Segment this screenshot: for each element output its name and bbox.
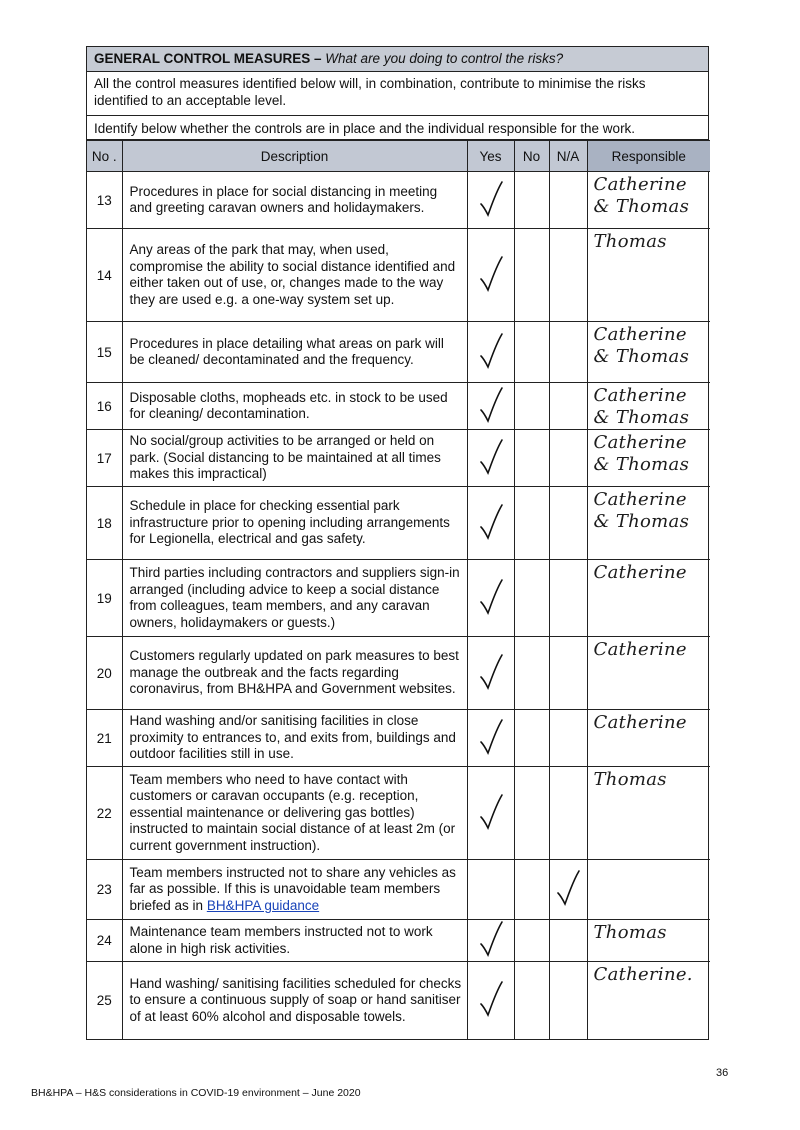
table-row — [87, 637, 710, 710]
responsible-signature: Catherine — [587, 560, 710, 637]
row-number: 18 — [87, 487, 122, 560]
check-cell-na — [549, 383, 587, 430]
check-cell-yes — [467, 710, 514, 767]
check-cell-na — [549, 637, 587, 710]
check-cell-yes — [467, 637, 514, 710]
row-description: No social/group activities to be arranged or held on park. (Social distancing to be maintained at all times makes this impractical) — [122, 430, 467, 487]
row-description: Hand washing and/or sanitising facilities in close proximity to entrances to, and exits from, buildings and outdoor facilities still in use. — [122, 710, 467, 767]
check-cell-na — [549, 962, 587, 1039]
table-row — [87, 229, 710, 322]
table-row — [87, 962, 710, 1039]
row-description: Third parties including contractors and suppliers sign-in arranged (including advice to keep a social distance from colleagues, team members, and any caravan owners, holidaymakers or guests.) — [122, 560, 467, 637]
check-cell-yes — [467, 229, 514, 322]
row-number: 16 — [87, 383, 122, 430]
check-cell-na — [549, 229, 587, 322]
column-header-na: N/A — [549, 141, 587, 172]
check-cell-no — [514, 920, 549, 962]
checkmark-icon — [478, 438, 504, 476]
row-description: Disposable cloths, mopheads etc. in stock to be used for cleaning/ decontamination. — [122, 383, 467, 430]
table-row — [87, 487, 710, 560]
check-cell-na — [549, 860, 587, 920]
row-description: Maintenance team members instructed not to work alone in high risk activities. — [122, 920, 467, 962]
row-description — [122, 860, 467, 920]
description-text: Team members instructed not to share any vehicles as far as possible. If this is unavoidable team members briefed as in — [129, 864, 456, 913]
row-description: Procedures in place for social distancing in meeting and greeting caravan owners and holidaymakers. — [122, 172, 467, 229]
checkmark-icon — [478, 255, 504, 293]
checkmark-icon — [478, 332, 504, 370]
check-cell-no — [514, 962, 549, 1039]
row-number: 22 — [87, 767, 122, 860]
column-header-no: No . — [87, 141, 122, 172]
row-number: 15 — [87, 322, 122, 383]
column-header-no-answer: No — [514, 141, 549, 172]
section-title-italic: What are you doing to control the risks? — [325, 51, 564, 66]
table-row — [87, 322, 710, 383]
check-cell-no — [514, 487, 549, 560]
row-description: Hand washing/ sanitising facilities scheduled for checks to ensure a continuous supply of soap or hand sanitiser of at least 60% alcohol and disposable towels. — [122, 962, 467, 1039]
instruction-text: Identify below whether the controls are in place and the individual responsible for the work. — [87, 116, 708, 140]
check-cell-yes — [467, 920, 514, 962]
responsible-signature: Thomas — [587, 767, 710, 860]
check-cell-no — [514, 637, 549, 710]
row-description: Customers regularly updated on park measures to best manage the outbreak and the facts regarding coronavirus, from BH&HPA and Government websites. — [122, 637, 467, 710]
responsible-signature: Catherine & Thomas — [587, 172, 710, 229]
table-row — [87, 383, 710, 430]
check-cell-yes — [467, 487, 514, 560]
check-cell-yes — [467, 322, 514, 383]
intro-text: All the control measures identified below will, in combination, contribute to minimise the risks identified to an acceptable level. — [87, 72, 708, 116]
check-cell-yes — [467, 172, 514, 229]
row-number: 19 — [87, 560, 122, 637]
responsible-signature: Catherine — [587, 637, 710, 710]
section-title — [87, 47, 708, 72]
responsible-signature: Catherine. — [587, 962, 710, 1039]
check-cell-no — [514, 430, 549, 487]
guidance-link[interactable]: BH&HPA guidance — [206, 897, 320, 913]
table-header-row — [87, 141, 710, 172]
table-row — [87, 920, 710, 962]
check-cell-na — [549, 560, 587, 637]
table-row — [87, 560, 710, 637]
check-cell-yes — [467, 383, 514, 430]
responsible-signature: Catherine & Thomas — [587, 430, 710, 487]
check-cell-yes — [467, 767, 514, 860]
responsible-signature: Thomas — [587, 229, 710, 322]
footer-text: BH&HPA – H&S considerations in COVID-19 environment – June 2020 — [31, 1087, 361, 1099]
check-cell-na — [549, 710, 587, 767]
row-number: 13 — [87, 172, 122, 229]
control-measures-form — [86, 46, 709, 1040]
checkmark-icon — [478, 578, 504, 616]
checkmark-icon — [555, 869, 581, 907]
check-cell-no — [514, 383, 549, 430]
checkmark-icon — [478, 920, 504, 958]
check-cell-na — [549, 920, 587, 962]
row-description: Schedule in place for checking essential park infrastructure prior to opening including arrangements for Legionella, electrical and gas safety. — [122, 487, 467, 560]
checkmark-icon — [478, 386, 504, 424]
table-row — [87, 710, 710, 767]
responsible-signature: Thomas — [587, 920, 710, 962]
checkmark-icon — [478, 793, 504, 831]
section-title-bold: GENERAL CONTROL MEASURES – — [94, 51, 322, 66]
table-row — [87, 860, 710, 920]
check-cell-yes — [467, 860, 514, 920]
check-cell-yes — [467, 560, 514, 637]
control-measures-table — [87, 140, 710, 1039]
row-number: 21 — [87, 710, 122, 767]
checkmark-icon — [478, 503, 504, 541]
responsible-signature: Catherine & Thomas — [587, 322, 710, 383]
checkmark-icon — [478, 180, 504, 218]
row-number: 23 — [87, 860, 122, 920]
row-number: 24 — [87, 920, 122, 962]
check-cell-na — [549, 172, 587, 229]
checkmark-icon — [478, 718, 504, 756]
checkmark-icon — [478, 980, 504, 1018]
column-header-yes: Yes — [467, 141, 514, 172]
check-cell-na — [549, 430, 587, 487]
table-row — [87, 430, 710, 487]
row-description: Team members who need to have contact with customers or caravan occupants (e.g. reception, essential maintenance or delivering gas bottles) instructed to maintain social distance of at least 2m (or current government instruction). — [122, 767, 467, 860]
check-cell-yes — [467, 430, 514, 487]
responsible-signature: Catherine — [587, 710, 710, 767]
row-number: 20 — [87, 637, 122, 710]
row-description: Procedures in place detailing what areas on park will be cleaned/ decontaminated and the frequency. — [122, 322, 467, 383]
check-cell-no — [514, 229, 549, 322]
responsible-signature: Catherine & Thomas — [587, 383, 710, 430]
table-row — [87, 767, 710, 860]
check-cell-no — [514, 172, 549, 229]
check-cell-no — [514, 767, 549, 860]
check-cell-no — [514, 560, 549, 637]
table-row — [87, 172, 710, 229]
check-cell-na — [549, 767, 587, 860]
check-cell-na — [549, 487, 587, 560]
page-number: 36 — [716, 1067, 729, 1079]
table-body — [87, 172, 710, 1039]
responsible-signature — [587, 860, 710, 920]
check-cell-no — [514, 322, 549, 383]
check-cell-na — [549, 322, 587, 383]
check-cell-no — [514, 710, 549, 767]
column-header-description: Description — [122, 141, 467, 172]
checkmark-icon — [478, 653, 504, 691]
check-cell-no — [514, 860, 549, 920]
check-cell-yes — [467, 962, 514, 1039]
row-number: 25 — [87, 962, 122, 1039]
responsible-signature: Catherine & Thomas — [587, 487, 710, 560]
row-number: 14 — [87, 229, 122, 322]
row-number: 17 — [87, 430, 122, 487]
row-description: Any areas of the park that may, when used, compromise the ability to social distance identified and either taken out of use, or, changes made to the way they are used e.g. a one-way system set up. — [122, 229, 467, 322]
column-header-responsible: Responsible — [587, 141, 710, 172]
